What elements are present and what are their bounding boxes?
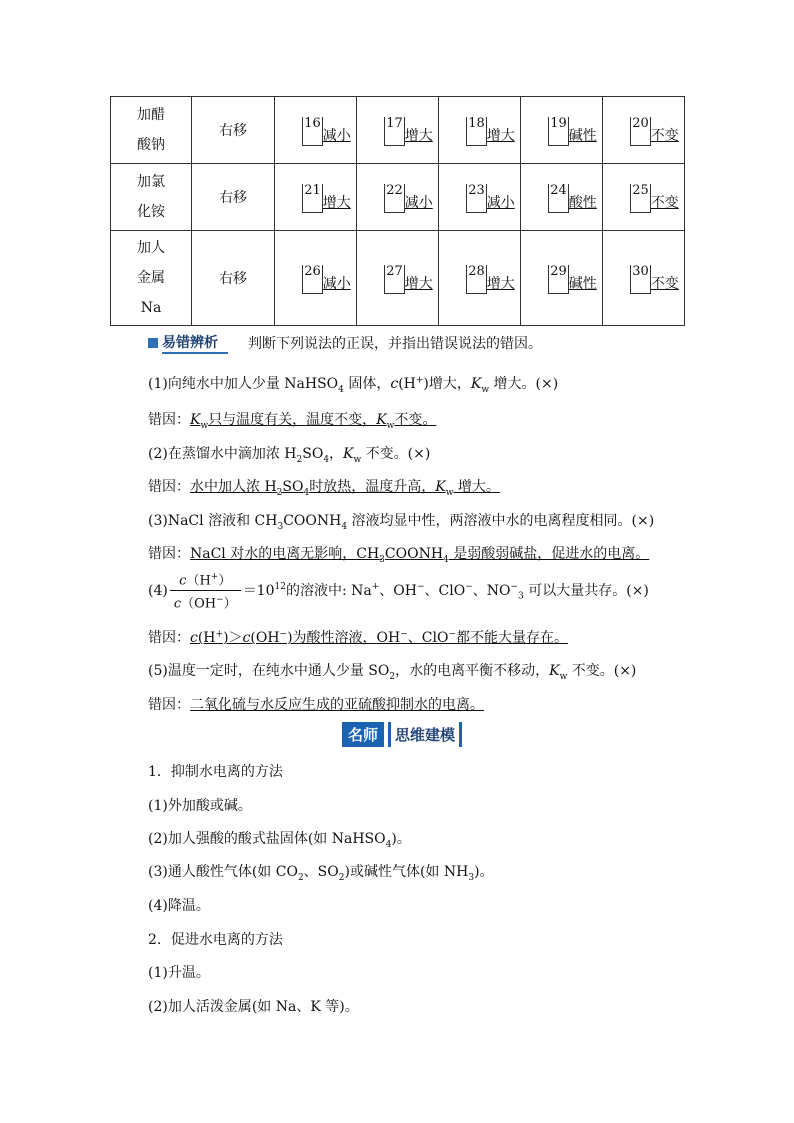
banner-title: 思维建模	[388, 722, 462, 747]
statement-4: (4) $\frac{c(H^+)}{c(OH^-)}$ $=10^{12}$的溶液中: Na+、OH−、ClO−、$NO^-_3$ 可以大量共存。(×)	[148, 568, 649, 614]
section-tag	[148, 332, 542, 354]
reason-3: 错因：NaCl 对水的电离无影响，$CH_3COONH_4$ 是弱酸弱碱盐，促进水的电离。	[148, 546, 650, 565]
statement-5: (5)温度一定时，在纯水中通人少量 $SO_2$，水的电离平衡不移动，$K_w$ 不变。(×)	[148, 663, 637, 682]
tag-icon	[148, 338, 158, 348]
reason-5: 错因：二氧化硫与水反应生成的亚硫酸抑制水的电离。	[148, 697, 484, 713]
row-label: 加人 金属 Na	[111, 231, 192, 326]
statement-1: (1)向纯水中加人少量 NaHSO$_4$ 固体，c(H+)增大，$K_w$ 增大。(×)	[148, 375, 559, 395]
row-label: 加氯 化铵	[111, 164, 192, 231]
shift-cell: 右移	[192, 231, 275, 326]
reason-1: 错因：$K_w$只与温度有关，温度不变，$K_w$不变。	[148, 412, 437, 431]
section-banner	[342, 722, 462, 747]
heading-1: 1．抑制水电离的方法	[148, 764, 283, 780]
shift-cell: 右移	[192, 164, 275, 231]
shift-cell: 右移	[192, 97, 275, 164]
row-label: 加醋 酸钠	[111, 97, 192, 164]
tag-instruction: 判断下列说法的正误，并指出错误说法的错因。	[248, 336, 542, 352]
list-item: (1)外加酸或碱。	[148, 798, 252, 814]
statement-2: (2)在蒸馏水中滴加浓 $H_2SO_4$，$K_w$ 不变。(×)	[148, 446, 431, 465]
heading-2: 2．促进水电离的方法	[148, 932, 283, 948]
list-item: (1)升温。	[148, 965, 210, 981]
table-row: 加氯 化铵 右移 21 增大 22 减小 23 减小 24 酸性 25 不变	[111, 164, 685, 231]
banner-tag: 名师	[342, 722, 384, 747]
reason-4: 错因：c(H+)＞c(OH−)为酸性溶液，OH−、ClO−都不能大量存在。	[148, 629, 568, 646]
reason-2: 错因：水中加人浓 $H_2SO_4$时放热，温度升高，$K_w$ 增大。	[148, 479, 500, 498]
list-item: (2)加人强酸的酸式盐固体(如 NaHSO$_4$)。	[148, 831, 411, 850]
table-row: 加人 金属 Na 右移 26 减小 27 增大 28 增大 29 碱性 30 不变	[111, 231, 685, 326]
statement-3: (3)NaCl 溶液和 $CH_3COONH_4$ 溶液均显中性，两溶液中水的电离程度相同。(×)	[148, 513, 655, 532]
tag-label: 易错辨析	[162, 332, 228, 354]
table-row: 加醋 酸钠 右移 16 减小 17 增大 18 增大 19 碱性 20 不变	[111, 97, 685, 164]
data-table	[110, 96, 685, 326]
list-item: (3)通人酸性气体(如 $CO_2$、$SO_2$)或碱性气体(如 $NH_3$)。	[148, 864, 494, 883]
list-item: (4)降温。	[148, 898, 210, 914]
list-item: (2)加人活泼金属(如 Na、K 等)。	[148, 999, 359, 1015]
